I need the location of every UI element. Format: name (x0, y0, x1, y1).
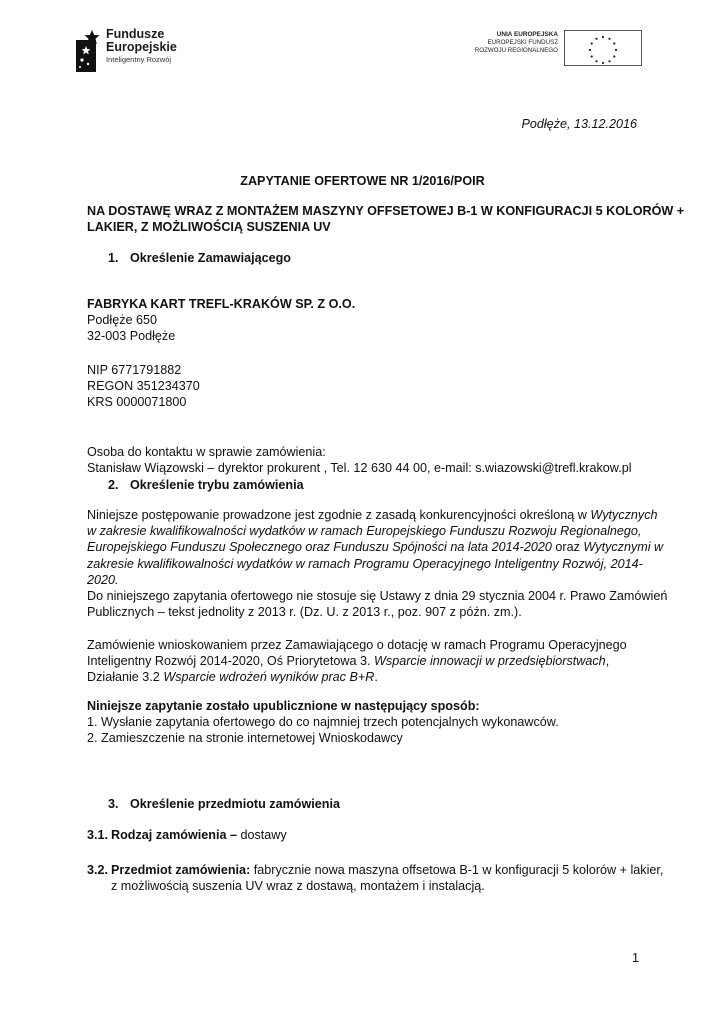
company-name: FABRYKA KART TREFL-KRAKÓW SP. Z O.O. (87, 297, 356, 311)
p1-text: Niniejsze postępowanie prowadzone jest zgodnie z zasadą konkurencyjności określoną w (87, 508, 587, 522)
subsection-3-2-number: 3.2. (87, 863, 109, 877)
document-date: Podłęże, 13.12.2016 (521, 117, 637, 131)
section-3-number: 3. (108, 797, 119, 811)
p1-line-4: zakresie kwalifikowalności wydatków w ramach Programu Operacyjnego Inteligentny Rozwój, 2014- (87, 556, 643, 571)
subsection-3-2-value-2: z możliwością suszenia UV wraz z dostawą, montażem i instalacją. (111, 879, 485, 893)
eu-logo (470, 31, 642, 67)
company-address-1: Podłęże 650 (87, 313, 158, 327)
section-3-title: Określenie przedmiotu zamówienia (130, 797, 340, 811)
p1-line-3b: oraz (555, 540, 580, 555)
document-title: ZAPYTANIE OFERTOWE NR 1/2016/POIR (240, 174, 485, 188)
p2-line-1: Do niniejszego zapytania ofertowego nie stosuje się Ustawy z dnia 29 stycznia 2004 r. Prawo Zamówień (87, 589, 668, 604)
section-2-heading (108, 477, 304, 493)
p1-italic-1: Wytycznych (590, 508, 658, 522)
section-3-heading (108, 796, 340, 812)
p3-line-3a: Działanie 3.2 (87, 670, 160, 685)
p2-line-2: Publicznych – tekst jednolity z 2013 r. (Dz. U. z 2013 r., poz. 907 z późn. zm.). (87, 605, 522, 620)
subject-line-2: LAKIER, Z MOŻLIWOŚCIĄ SUSZENIA UV (87, 220, 331, 234)
subsection-3-1 (87, 827, 287, 843)
subsection-3-1-number: 3.1. (87, 828, 109, 842)
page-number: 1 (632, 951, 640, 965)
eu-logo-line2: EUROPEJSKI FUNDUSZ (487, 39, 558, 46)
company-regon: REGON 351234370 (87, 379, 200, 393)
p3-line-2c: , (605, 654, 610, 669)
eu-logo-line3: ROZWOJU REGIONALNEGO (474, 47, 558, 54)
procedure-paragraph (87, 507, 668, 620)
subsection-3-2-label: Przedmiot zamówienia: (111, 863, 251, 877)
p3-line-2a: Inteligentny Rozwój 2014-2020, Oś Priorytetowa 3. (87, 654, 371, 669)
section-1-title: Określenie Zamawiającego (130, 251, 292, 265)
p3-line-3c: . (374, 670, 378, 685)
section-2-number: 2. (108, 478, 119, 492)
subsection-3-1-value: dostawy (236, 828, 287, 842)
p3-line-2b: Wsparcie innowacji w przedsiębiorstwach (374, 654, 606, 669)
publication-item-2: 2. Zamieszczenie na stronie internetowej Wnioskodawcy (87, 731, 403, 745)
fe-logo-line2: Europejskie (106, 40, 177, 54)
eu-flag-icon (564, 30, 642, 66)
company-address-2: 32-003 Podłęże (87, 329, 176, 343)
p3-line-3b: Wsparcie wdrożeń wyników prac B+R (163, 670, 375, 685)
eu-logo-line1: UNIA EUROPEJSKA (496, 31, 558, 38)
contact-details: Stanisław Wiązowski – dyrektor prokurent , Tel. 12 630 44 00, e-mail: s.wiazowski@trefl.krakow.pl (87, 461, 632, 475)
p1-line-5: 2020. (87, 572, 119, 587)
p1-line-3a: Europejskiego Funduszu Społecznego oraz Funduszu Spójności na lata 2014-2020 (87, 540, 552, 555)
p1-line-2: w zakresie kwalifikowalności wydatków w ramach Europejskiego Funduszu Rozwoju Regionalnego, (87, 524, 642, 539)
fundusze-europejskie-logo (76, 28, 206, 74)
contact-label: Osoba do kontaktu w sprawie zamówienia: (87, 445, 326, 459)
publication-heading: Niniejsze zapytanie zostało upublicznione w następujący sposób: (87, 699, 480, 713)
fe-logo-line1: Fundusze (106, 27, 165, 41)
section-1-number: 1. (108, 251, 119, 265)
fe-star-icon (76, 30, 102, 72)
section-2-title: Określenie trybu zamówienia (130, 478, 304, 492)
funding-paragraph (87, 637, 639, 686)
p1-line-3c: Wytycznymi w (583, 540, 664, 555)
fe-logo-line3: Inteligentny Rozwój (106, 55, 172, 64)
subsection-3-2 (87, 862, 663, 878)
subsection-3-2-value-1: fabrycznie nowa maszyna offsetowa B-1 w konfiguracji 5 kolorów + lakier, (250, 863, 664, 877)
subsection-3-1-label: Rodzaj zamówienia – (111, 828, 237, 842)
section-1-heading (108, 250, 291, 266)
p3-line-1: Zamówienie wnioskowaniem przez Zamawiającego o dotację w ramach Programu Operacyjnego (87, 638, 627, 652)
company-nip: NIP 6771791882 (87, 363, 182, 377)
company-krs: KRS 0000071800 (87, 395, 187, 409)
publication-item-1: 1. Wysłanie zapytania ofertowego do co najmniej trzech potencjalnych wykonawców. (87, 715, 559, 729)
subject-line-1: NA DOSTAWĘ WRAZ Z MONTAŻEM MASZYNY OFFSETOWEJ B-1 W KONFIGURACJI 5 KOLORÓW + (87, 204, 685, 218)
